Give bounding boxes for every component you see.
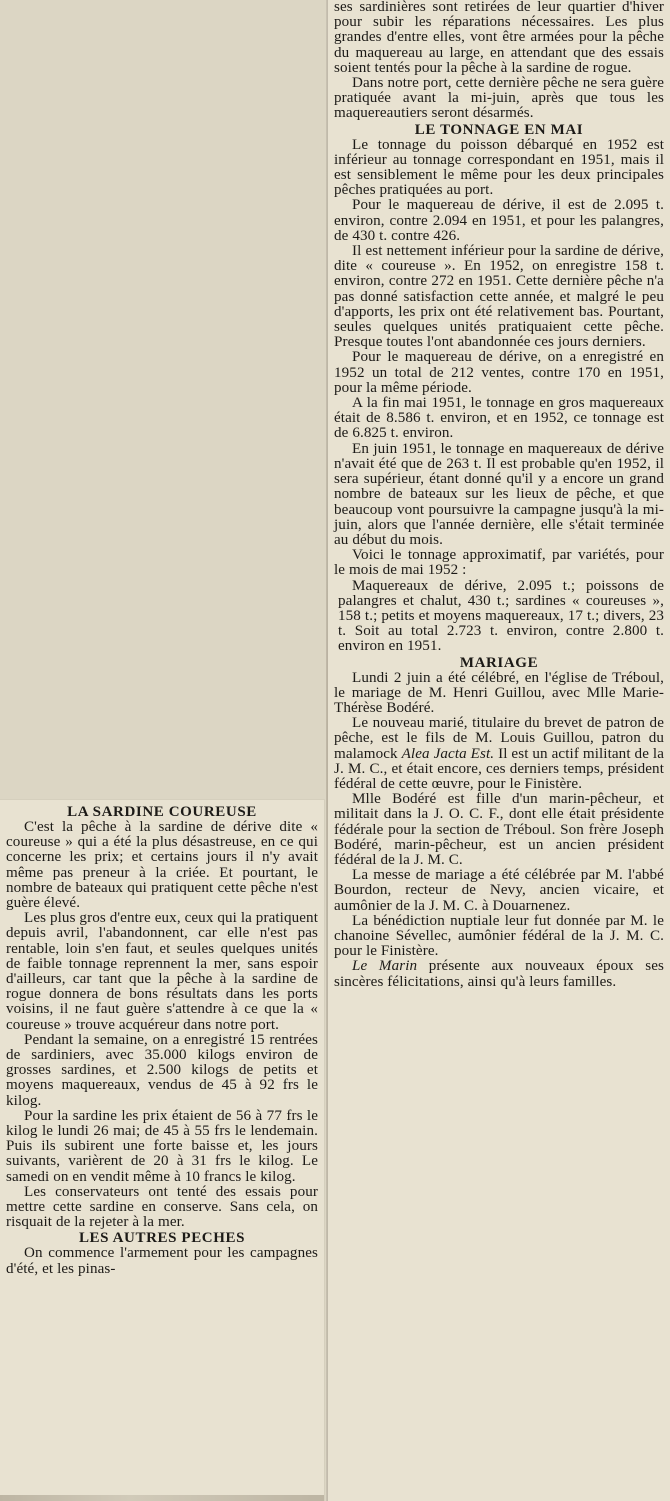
paragraph: [334, 959, 664, 989]
paragraph: En juin 1951, le tonnage en maquereaux de dérive n'avait été que de 263 t. Il est probable qu'en 1952, il sera supérieur, étant donné qu'il y a encore un grand nombre de bateaux sur les lieux de pêche, et que beaucoup vont poursuivre la campagne jusqu'à la mi-juin, alors que l'année dernière, elle s'était terminée au début du mois.: [334, 440, 664, 548]
tonnage-list: Maquereaux de dérive, 2.095 t.; poissons de palangres et chalut, 430 t.; sardines « coureuses », 158 t.; petits et moyens maquereaux, 17 t.; divers, 23 t. Soit au total 2.723 t. environ, contre 2.800 t. environ en 1951.: [338, 577, 664, 655]
paragraph: [334, 716, 664, 792]
paragraph: Il est nettement inférieur pour la sardine de dérive, dite « coureuse ». En 1952, on enregistre 158 t. environ, contre 272 en 1951. Cette dernière pêche n'a pas donné satisfaction cette année, et malgré le peu d'apports, les prix ont été relativement bas. Pourtant, seules quelques unités pratiquaient cette pêche. Presque toutes l'ont abandonnée ces jours derniers.: [334, 243, 664, 351]
heading-autres-peches: LES AUTRES PECHES: [78, 1230, 246, 1247]
paragraph: La bénédiction nuptiale leur fut donnée par M. le chanoine Sévellec, aumônier fédéral de la J. M. C. pour le Finistère.: [334, 912, 664, 960]
paragraph: On commence l'armement pour les campagnes d'été, et les pinas-: [6, 1245, 318, 1277]
newspaper-name: Le Marin: [352, 958, 418, 975]
text-run: Il est un actif militant de la J. M. C., et était encore, ces derniers temps, président fédéral de cette œuvre, pour le Finistère.: [334, 745, 665, 792]
paragraph: Les plus gros d'entre eux, ceux qui la pratiquent depuis avril, l'abandonnent, car elle n'est pas rentable, loin s'en faut, et seules quelques unités de faible tonnage reprennent la mer, sans espoir d'ailleurs, car tant que la pêche à la sardine de rogue donnera de bons résultats dans les ports voisins, il ne faut guère s'attendre à ce que la « coureuse » trouve acquéreur dans notre port.: [6, 910, 318, 1033]
heading-sardine-coureuse: LA SARDINE COUREUSE: [67, 804, 257, 820]
paragraph: C'est la pêche à la sardine de dérive dite « coureuse » qui a été la plus désastreuse, en ce qui concerne les prix; et certains jours il n'y avait même pas preneur à la criée. Et pourtant, le nombre de bateaux qui pratiquent cette pêche n'est guère élevé.: [6, 819, 318, 912]
text-run: présente aux nouveaux époux ses sincères félicitations, ainsi qu'à leurs familles.: [334, 958, 664, 990]
paragraph: Voici le tonnage approximatif, par variétés, pour le mois de mai 1952 :: [334, 547, 664, 579]
left-column-text: [0, 800, 324, 1277]
paragraph: Dans notre port, cette dernière pêche ne sera guère pratiquée avant la mi-juin, après que tous les maquereautiers seront désarmés.: [334, 75, 664, 122]
paragraph: La messe de mariage a été célébrée par M. l'abbé Bourdon, recteur de Nevy, ancien vicaire, et aumônier de la J. M. C. à Douarnenez.: [334, 867, 664, 914]
paragraph: Pour le maquereau de dérive, il est de 2.095 t. environ, contre 2.094 en 1951, et pour les palangres, de 430 t. contre 426.: [334, 197, 664, 244]
heading-tonnage-en-mai: LE TONNAGE EN MAI: [414, 121, 584, 138]
text-run: Le nouveau marié, titulaire du brevet de patron de pêche, est le fils de M. Louis Guillou, patron du malamock: [334, 715, 664, 762]
paragraph: Lundi 2 juin a été célébré, en l'église de Tréboul, le mariage de M. Henri Guillou, avec Mlle Marie-Thérèse Bodéré.: [334, 669, 664, 716]
paragraph: Pour le maquereau de dérive, on a enregistré en 1952 un total de 212 ventes, contre 170 en 1951, pour la même période.: [334, 349, 664, 396]
paragraph: Pour la sardine les prix étaient de 56 à 77 frs le kilog le lundi 26 mai; de 45 à 55 frs le lendemain. Puis ils subirent une forte baisse et, les jours suivants, varièrent de 20 à 31 frs le kilog. Le samedi on en vendit même à 10 francs le kilog.: [6, 1107, 318, 1185]
right-column: [328, 0, 670, 1501]
left-column: [0, 800, 324, 1501]
paragraph: Pendant la semaine, on a enregistré 15 rentrées de sardiniers, avec 35.000 kilogs environ de grosses sardines, et 2.500 kilogs de petits et moyens maquereaux, vendus de 45 à 92 frs le kilog.: [6, 1031, 318, 1109]
paragraph: ses sardinières sont retirées de leur quartier d'hiver pour subir les réparations nécessaires. Les plus grandes d'entre elles, vont être armées pour la pêche du maquereau au large, en attendant que des essais soient tentés pour la pêche à la sardine de rogue.: [334, 0, 664, 76]
right-column-text: [328, 0, 670, 990]
heading-mariage: MARIAGE: [459, 654, 539, 671]
paragraph: A la fin mai 1951, le tonnage en gros maquereaux était de 8.586 t. environ, et en 1952, ce tonnage est de 6.825 t. environ.: [334, 395, 664, 442]
boat-name: Alea Jacta Est.: [401, 745, 495, 762]
clipping-edge: [0, 1495, 324, 1501]
paragraph: Mlle Bodéré est fille d'un marin-pêcheur, et militait dans la J. O. C. F., dont elle était présidente fédérale pour la section de Tréboul. Son frère Joseph Bodéré, marin-pêcheur, est un ancien président fédéral de la J. M. C.: [334, 791, 664, 868]
paragraph: Le tonnage du poisson débarqué en 1952 est inférieur au tonnage correspondant en 1951, mais il est sensiblement le même pour les deux principales pêches pratiquées au port.: [334, 136, 664, 199]
paragraph: Les conservateurs ont tenté des essais pour mettre cette sardine en conserve. Sans cela, on risquait de la rejeter à la mer.: [6, 1183, 318, 1231]
